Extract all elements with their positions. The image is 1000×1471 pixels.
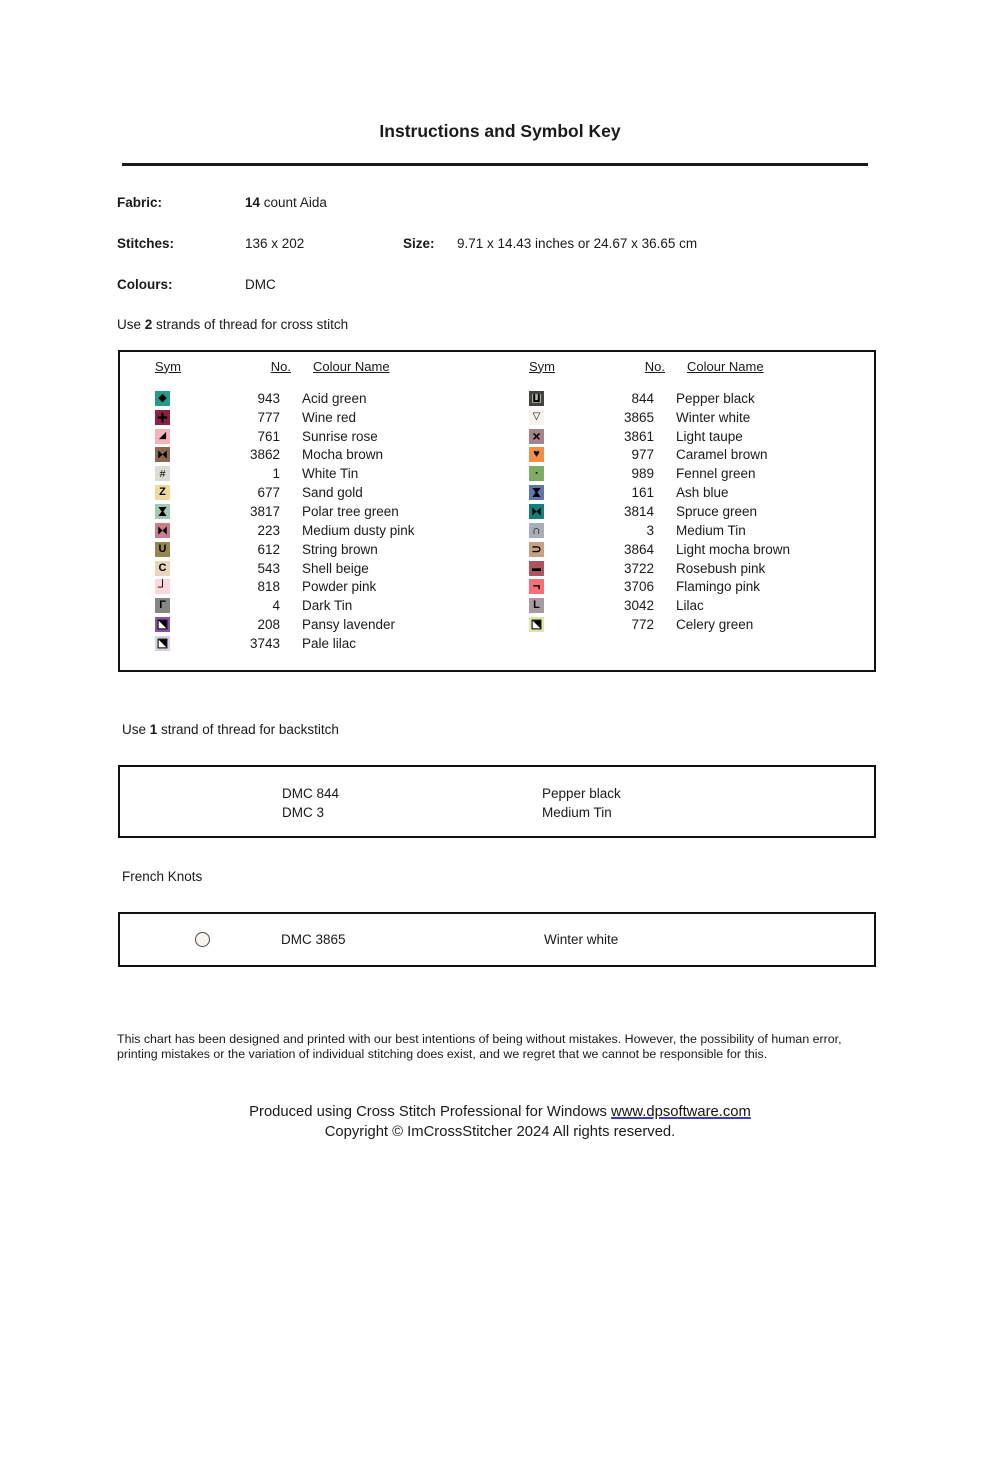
dpsoftware-link[interactable]: www.dpsoftware.com xyxy=(611,1104,751,1120)
french-knot-row xyxy=(120,914,874,965)
symbol-glyph: ▪ xyxy=(535,469,538,477)
symbol-glyph: ∩ xyxy=(532,523,541,538)
colour-name: Mocha brown xyxy=(302,447,384,463)
symbol-glyph: Z xyxy=(159,486,166,499)
thread-number: 818 xyxy=(257,579,280,595)
key-row xyxy=(155,464,415,483)
header-colour-name: Colour Name xyxy=(687,358,764,374)
thread-number: 3865 xyxy=(623,409,654,425)
thread-number: 3817 xyxy=(249,503,280,519)
letter-u-icon xyxy=(155,542,170,557)
letter-c-icon xyxy=(155,561,170,576)
colour-name: Winter white xyxy=(676,409,751,425)
thread-number: 3864 xyxy=(623,541,654,557)
diagonal-split-square-icon xyxy=(155,617,170,632)
letter-z-icon xyxy=(155,485,170,500)
cross-stitch-note xyxy=(117,317,348,332)
symbol-glyph: ▽ xyxy=(532,411,541,423)
colours-label: Colours: xyxy=(117,277,173,292)
key-row xyxy=(529,502,790,521)
thread-number: 844 xyxy=(631,390,654,406)
symbol-key-table xyxy=(118,350,876,672)
hash-icon xyxy=(155,466,170,481)
copyright-line: Copyright © ImCrossStitcher 2024 All rights reserved. xyxy=(324,1124,676,1140)
header-no: No. xyxy=(270,358,291,374)
thread-number: 612 xyxy=(257,541,280,557)
diamond-icon xyxy=(155,391,170,406)
key-row xyxy=(529,559,790,578)
thread-number: 3862 xyxy=(249,447,280,463)
colour-name: Powder pink xyxy=(302,579,377,595)
cross-x-icon xyxy=(529,429,544,444)
letter-l-icon xyxy=(529,598,544,613)
symbol-glyph: C xyxy=(158,561,167,574)
key-row xyxy=(155,559,415,578)
key-rows-right xyxy=(529,389,790,634)
colour-name: Sunrise rose xyxy=(302,428,378,444)
symbol-glyph: Γ xyxy=(159,599,166,612)
disclaimer-text: This chart has been designed and printed with our best intentions of being without mistakes. However, the possibility of human error, printing mistakes or the variation of individual stitching does exist, and we regret that we cannot be responsible for this. xyxy=(117,1032,842,1062)
key-row xyxy=(155,634,415,653)
thread-number: 977 xyxy=(631,447,654,463)
colour-name: Polar tree green xyxy=(302,503,399,519)
colour-name: Sand gold xyxy=(302,485,363,501)
symbol-glyph: ▬ xyxy=(532,562,541,573)
thread-number: 677 xyxy=(257,485,280,501)
key-header-row xyxy=(155,357,415,375)
stitches-value: 136 x 202 xyxy=(245,236,305,251)
backstitch-box xyxy=(118,765,876,838)
diagonal-split-square-icon xyxy=(155,636,170,651)
key-row xyxy=(529,483,790,502)
header-no: No. xyxy=(644,358,665,374)
gamma-corner-icon xyxy=(155,598,170,613)
produced-line xyxy=(0,1104,1000,1120)
header-colour-name: Colour Name xyxy=(313,358,390,374)
key-row xyxy=(155,446,415,465)
backstitch-rows xyxy=(120,784,874,823)
key-row xyxy=(529,427,790,446)
key-row xyxy=(529,577,790,596)
key-row xyxy=(155,483,415,502)
thick-bar-icon xyxy=(529,561,544,576)
colour-name: Caramel brown xyxy=(676,447,768,463)
key-row xyxy=(529,446,790,465)
size-value: 9.71 x 14.43 inches or 24.67 x 36.65 cm xyxy=(457,236,698,251)
thread-number: 989 xyxy=(631,466,654,482)
colour-name: Spruce green xyxy=(676,503,758,519)
bowtie-icon xyxy=(155,447,170,462)
colour-name: Light mocha brown xyxy=(676,541,791,557)
colour-name: Medium dusty pink xyxy=(302,522,415,538)
french-knot-colour-name: Winter white xyxy=(544,932,619,947)
key-row xyxy=(155,540,415,559)
thread-number: 223 xyxy=(257,522,280,538)
dot-icon xyxy=(529,466,544,481)
bowtie-icon xyxy=(155,523,170,538)
colours-row xyxy=(0,277,1000,293)
key-row xyxy=(155,615,415,634)
back-note-strands: 1 xyxy=(149,722,158,737)
colour-name: Ash blue xyxy=(676,485,729,501)
thread-number: 3861 xyxy=(623,428,654,444)
header-sym: Sym xyxy=(529,358,555,374)
heart-icon xyxy=(529,447,544,462)
key-row xyxy=(529,596,790,615)
size-label: Size: xyxy=(403,236,435,251)
backstitch-code: DMC 844 xyxy=(282,786,340,802)
colour-name: Fennel green xyxy=(676,466,756,482)
cross-note-post: strands of thread for cross stitch xyxy=(152,317,349,332)
symbol-glyph: ♥ xyxy=(533,448,540,461)
thread-number: 4 xyxy=(272,598,280,614)
key-row xyxy=(155,389,415,408)
back-note-pre: Use xyxy=(122,722,150,737)
french-knot-code: DMC 3865 xyxy=(281,932,346,947)
key-row xyxy=(155,596,415,615)
french-knots-label: French Knots xyxy=(122,869,203,884)
produced-text: Produced using Cross Stitch Professional for Windows xyxy=(249,1104,612,1120)
fabric-count: 14 xyxy=(245,195,261,210)
colour-name: Lilac xyxy=(676,598,704,614)
key-column-right xyxy=(529,357,790,634)
fabric-label: Fabric: xyxy=(117,195,163,210)
colour-name: White Tin xyxy=(302,466,359,482)
french-knot-rows xyxy=(120,914,874,965)
symbol-glyph: U xyxy=(158,542,167,555)
thread-number: 3042 xyxy=(623,598,654,614)
colour-name: Pepper black xyxy=(676,390,755,406)
key-row xyxy=(529,464,790,483)
symbol-glyph: ◢ xyxy=(158,430,167,442)
symbol-glyph: ⊃ xyxy=(531,542,542,557)
back-note-post: strand of thread for backstitch xyxy=(157,722,339,737)
hourglass-icon xyxy=(529,485,544,500)
hourglass-icon xyxy=(155,504,170,519)
colour-name: Rosebush pink xyxy=(676,560,766,576)
corner-top-right-icon xyxy=(529,579,544,594)
bowtie-icon xyxy=(529,504,544,519)
backstitch-row xyxy=(120,784,874,803)
triangle-down-outline-icon xyxy=(529,410,544,425)
diagonal-split-square-icon xyxy=(529,617,544,632)
colour-name: Dark Tin xyxy=(302,598,353,614)
key-row xyxy=(155,408,415,427)
symbol-glyph: ¬ xyxy=(532,579,541,594)
thread-number: 777 xyxy=(257,409,280,425)
symbol-glyph: # xyxy=(159,467,166,480)
plus-icon xyxy=(155,410,170,425)
symbol-glyph: ◆ xyxy=(158,391,167,404)
stitches-row xyxy=(0,236,1000,252)
symbol-glyph: ┘ xyxy=(157,579,168,595)
colour-name: Pansy lavender xyxy=(302,617,396,633)
colour-name: Flamingo pink xyxy=(676,579,761,595)
cross-note-strands: 2 xyxy=(144,317,153,332)
backstitch-row xyxy=(120,803,874,822)
key-row xyxy=(529,521,790,540)
backstitch-note xyxy=(122,722,339,737)
thread-number: 1 xyxy=(272,466,280,482)
symbol-glyph: L xyxy=(533,599,540,612)
page-title: Instructions and Symbol Key xyxy=(379,121,621,141)
backstitch-code: DMC 3 xyxy=(282,805,325,821)
french-knots-box xyxy=(118,912,876,967)
thread-number: 761 xyxy=(257,428,280,444)
cap-icon xyxy=(529,523,544,538)
square-cup-icon xyxy=(529,391,544,406)
key-header-row xyxy=(529,357,790,375)
thread-number: 208 xyxy=(257,617,280,633)
corner-bottom-right-icon xyxy=(155,579,170,594)
superset-icon xyxy=(529,542,544,557)
stitches-label: Stitches: xyxy=(117,236,175,251)
colour-name: Pale lilac xyxy=(302,635,357,651)
fabric-type: count Aida xyxy=(260,195,327,210)
colours-value: DMC xyxy=(245,277,276,292)
key-row xyxy=(155,502,415,521)
thread-number: 161 xyxy=(631,485,654,501)
key-row xyxy=(529,615,790,634)
thread-number: 943 xyxy=(257,390,280,406)
key-row xyxy=(155,577,415,596)
key-row xyxy=(529,389,790,408)
colour-name: Wine red xyxy=(302,409,357,425)
key-row xyxy=(529,408,790,427)
header-sym: Sym xyxy=(155,358,181,374)
thread-number: 3743 xyxy=(249,635,280,651)
thread-number: 772 xyxy=(631,617,654,633)
key-row xyxy=(155,521,415,540)
key-row xyxy=(155,427,415,446)
colour-name: String brown xyxy=(302,541,378,557)
backstitch-colour-name: Medium Tin xyxy=(542,805,612,821)
key-row xyxy=(529,540,790,559)
fabric-row xyxy=(0,195,1000,211)
colour-name: Medium Tin xyxy=(676,522,746,538)
triangle-lower-right-icon xyxy=(155,429,170,444)
key-column-left xyxy=(155,357,415,653)
key-rows-left xyxy=(155,389,415,653)
colour-name: Acid green xyxy=(302,390,367,406)
colour-name: Celery green xyxy=(676,617,754,633)
colour-name: Shell beige xyxy=(302,560,369,576)
thread-number: 3722 xyxy=(623,560,654,576)
thread-number: 3 xyxy=(646,522,654,538)
title-divider xyxy=(122,163,868,166)
thread-number: 3706 xyxy=(623,579,654,595)
thread-number: 3814 xyxy=(623,503,654,519)
cross-note-pre: Use xyxy=(117,317,145,332)
colour-name: Light taupe xyxy=(676,428,743,444)
symbol-glyph: × xyxy=(532,428,541,444)
french-knot-circle-icon xyxy=(195,932,210,947)
fabric-value xyxy=(245,195,327,210)
thread-number: 543 xyxy=(257,560,280,576)
backstitch-colour-name: Pepper black xyxy=(542,786,621,802)
